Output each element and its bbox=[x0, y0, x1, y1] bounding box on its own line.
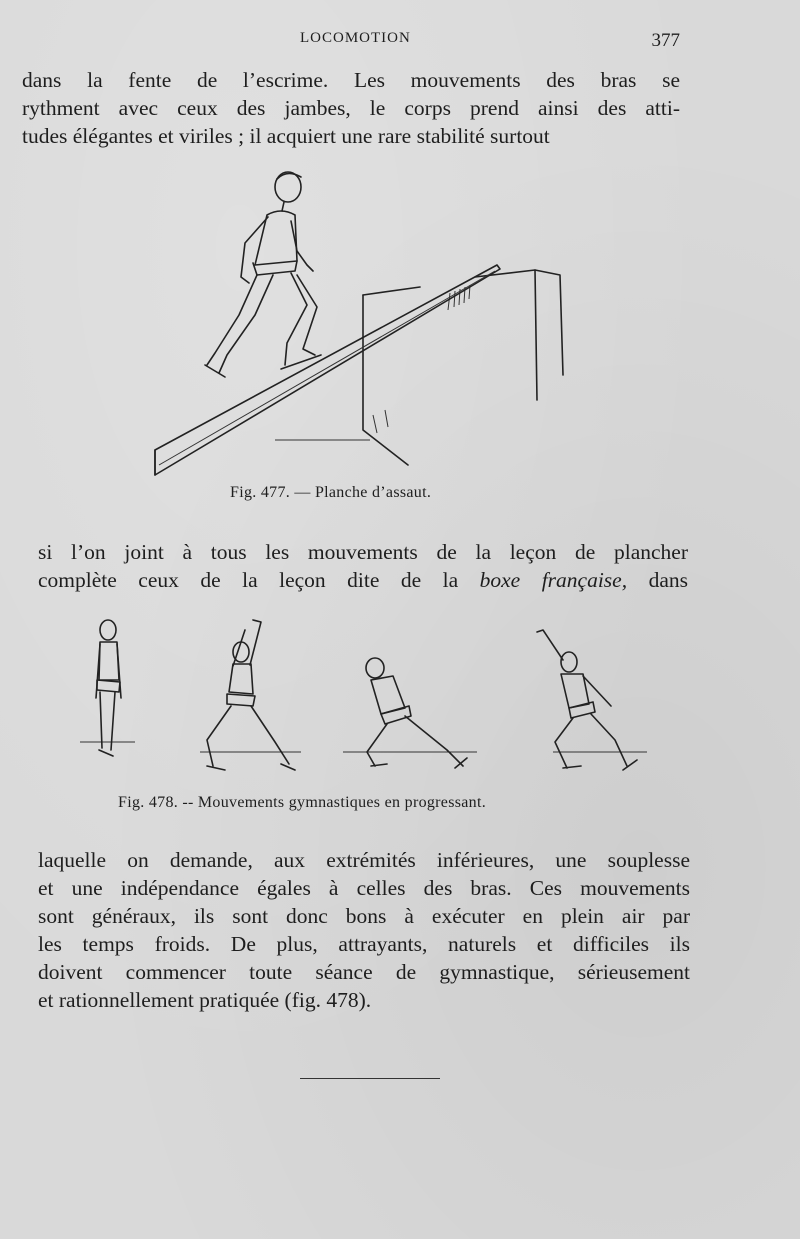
page-header bbox=[300, 30, 680, 52]
pose-standing bbox=[80, 620, 135, 756]
page-number: 377 bbox=[651, 30, 680, 51]
figure-478-caption: Fig. 478. -- Mouvements gymnastiques en progressant. bbox=[118, 794, 486, 811]
athlete-figure bbox=[205, 172, 321, 377]
pose-side-lunge bbox=[537, 630, 647, 770]
paragraph-2 bbox=[38, 538, 688, 594]
paragraph-line: dans la fente de l’escrime. Les mouvements des bras se bbox=[22, 68, 680, 92]
italic-term: boxe française, bbox=[479, 568, 628, 592]
paragraph-line: doivent commencer toute séance de gymnastique, sérieusement bbox=[38, 960, 690, 984]
paragraph-line: rythment avec ceux des jambes, le corps prend ainsi des atti- bbox=[22, 96, 680, 120]
paragraph-line: et une indépendance égales à celles des bras. Ces mouvements bbox=[38, 876, 690, 900]
figure-478-illustration bbox=[75, 610, 665, 790]
paragraph-1 bbox=[22, 66, 680, 150]
pose-crouched-lunge bbox=[343, 658, 477, 768]
text-run: dans bbox=[627, 568, 688, 592]
text-run: complète ceux de la leçon dite de la bbox=[38, 568, 480, 592]
section-end-rule bbox=[300, 1078, 440, 1079]
paragraph-line: tudes élégantes et viriles ; il acquiert une rare stabilité surtout bbox=[22, 124, 550, 148]
paragraph-line: si l’on joint à tous les mouvements de la leçon de plancher bbox=[38, 540, 688, 564]
figure-477-caption: Fig. 477. — Planche d’assaut. bbox=[230, 484, 432, 501]
paragraph-line: laquelle on demande, aux extrémités inférieures, une souplesse bbox=[38, 848, 690, 872]
paragraph-3 bbox=[38, 846, 690, 1014]
running-head: LOCOMOTION bbox=[300, 30, 411, 46]
paragraph-line: les temps froids. De plus, attrayants, naturels et difficiles ils bbox=[38, 932, 690, 956]
paragraph-line: sont généraux, ils sont donc bons à exécuter en plein air par bbox=[38, 904, 690, 928]
figure-477-illustration bbox=[145, 165, 585, 485]
pose-arm-raised-lunge bbox=[200, 620, 301, 770]
paragraph-line: et rationnellement pratiquée (fig. 478). bbox=[38, 988, 372, 1012]
paragraph-line-mixed bbox=[38, 566, 688, 594]
